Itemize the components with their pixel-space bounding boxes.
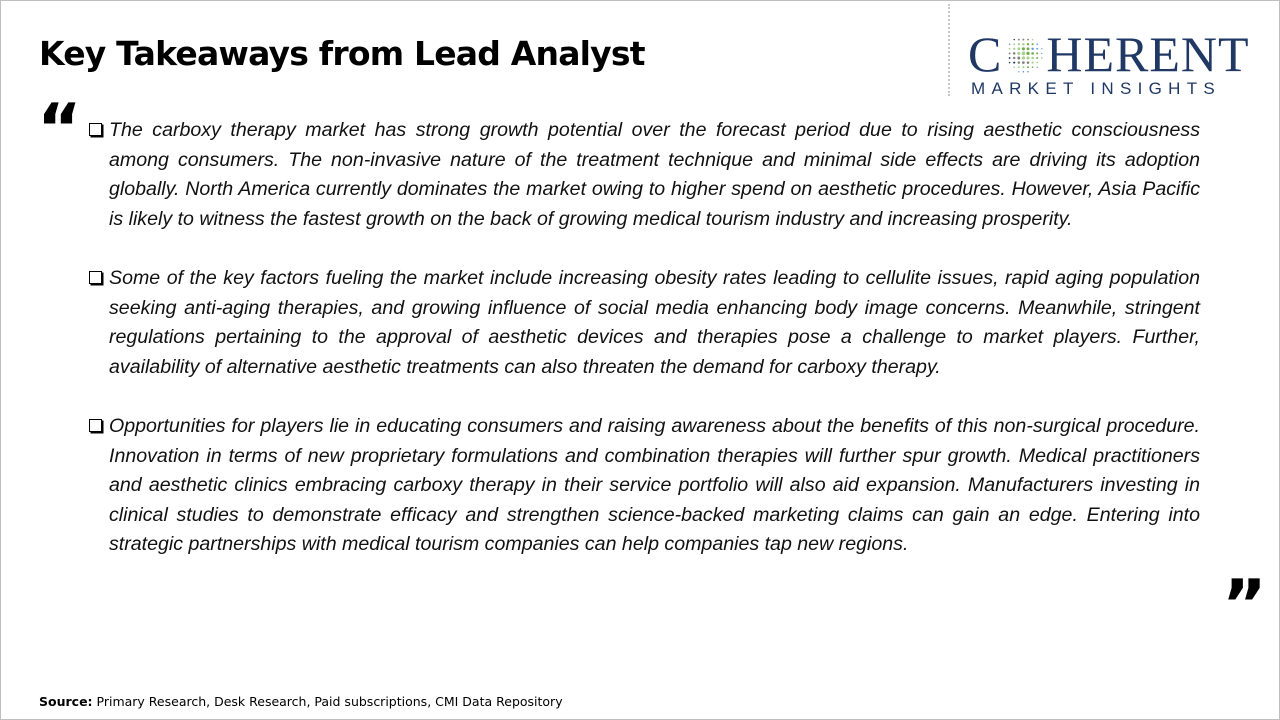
close-quote-icon: ” [1222,566,1267,645]
header-divider [948,4,950,96]
source-label: Source: [39,694,93,709]
source-text: Primary Research, Desk Research, Paid subscriptions, CMI Data Repository [96,694,563,709]
checkbox-bullet-icon [89,271,102,284]
takeaway-text: The carboxy therapy market has strong growth potential over the forecast period due to rising aesthetic consciousness among consumers. The non-invasive nature of the treatment technique and minimal side effects are driving its adoption globally. North America currently dominates the market owing to higher spend on aesthetic procedures. However, Asia Pacific is likely to witness the fastest growth on the back of growing medical tourism industry and increasing prosperity. [109,119,1200,230]
takeaways-list [86,116,1200,590]
takeaway-item [86,264,1200,382]
company-logo [968,26,1260,100]
takeaway-text: Some of the key factors fueling the market include increasing obesity rates leading to cellulite issues, rapid aging population seeking anti-aging therapies, and growing influence of social media enhancing body image concerns. Meanwhile, stringent regulations pertaining to the approval of aesthetic devices and therapies pose a challenge to market players. Further, availability of alternative aesthetic treatments can also threaten the demand for carboxy therapy. [109,267,1200,378]
logo-word-start: C [968,26,1003,82]
checkbox-bullet-icon [89,419,102,432]
logo-word-end: HERENT [1046,26,1250,82]
source-note [39,694,563,709]
logo-wordmark [968,26,1250,82]
checkbox-bullet-icon [89,123,102,136]
logo-subtitle: MARKET INSIGHTS [971,79,1222,98]
page-title: Key Takeaways from Lead Analyst [39,34,645,73]
takeaway-text: Opportunities for players lie in educating consumers and raising awareness about the benefits of this non-surgical procedure. Innovation in terms of new proprietary formulations and combination therapies will further spur growth. Medical practitioners and aesthetic clinics embracing carboxy therapy in their service portfolio will also aid expansion. Manufacturers investing in clinical studies to demonstrate efficacy and strengthen science-backed marketing claims can gain an edge. Entering into strategic partnerships with medical tourism companies can help companies tap new regions. [109,415,1200,555]
globe-dots-icon [1003,33,1045,75]
takeaway-item [86,116,1200,234]
open-quote-icon: “ [37,90,82,169]
takeaway-item [86,412,1200,560]
